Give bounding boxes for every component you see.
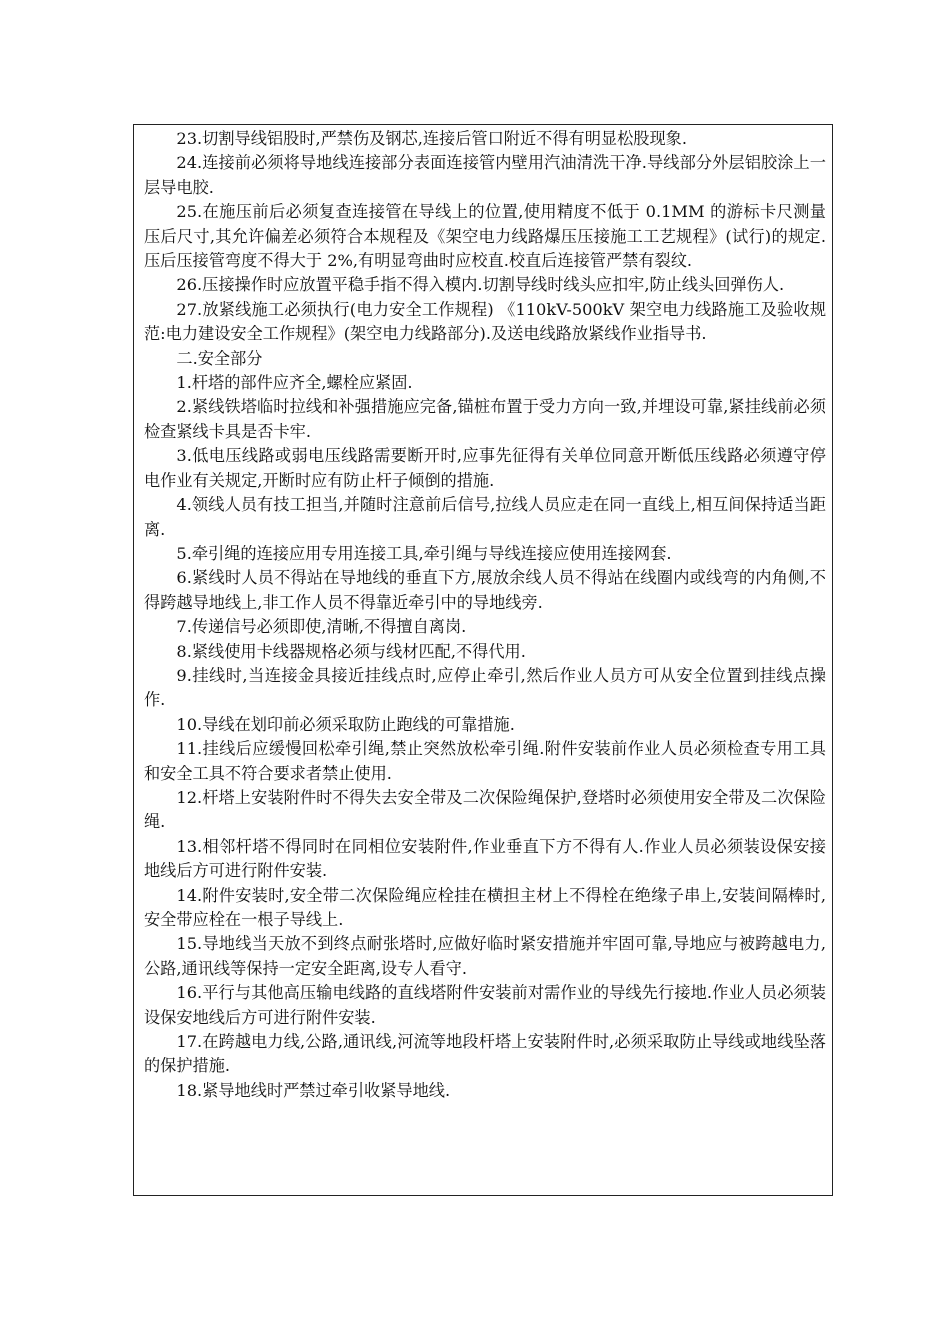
safety-item-14: 14.附件安装时,安全带二次保险绳应栓挂在横担主材上不得栓在绝缘子串上,安装间隔棒时,安全带应栓在一根子导线上. xyxy=(144,885,826,929)
safety-item-13: 13.相邻杆塔不得同时在同相位安装附件,作业垂直下方不得有人.作业人员必须装设保安接地线后方可进行附件安装. xyxy=(144,836,826,881)
paragraph-27: 27.放紧线施工必须执行(电力安全工作规程) 《110kV-500kV 架空电力线路施工及验收规范:电力建设安全工作规程》(架空电力线路部分).及送电线路放紧线作业指导书. xyxy=(144,299,826,344)
safety-item-2: 2.紧线铁塔临时拉线和补强措施应完备,锚桩布置于受力方向一致,并埋设可靠,紧挂线前必须检查紧线卡具是否卡牢. xyxy=(144,397,826,441)
safety-item-15: 15.导地线当天放不到终点耐张塔时,应做好临时紧安措施并牢固可靠,导地应与被跨越电力,公路,通讯线等保持一定安全距离,设专人看守. xyxy=(144,934,826,978)
safety-item-18: 18.紧导地线时严禁过牵引收紧导地线. xyxy=(176,1080,451,1100)
section-heading-safety: 二.安全部分 xyxy=(176,348,263,368)
paragraph-24: 24.连接前必须将导地线连接部分表面连接管内壁用汽油清洗干净.导线部分外层铝胶涂上一层导电胶. xyxy=(144,153,826,197)
paragraph-26: 26.压接操作时应放置平稳手指不得入模内.切割导线时线头应扣牢,防止线头回弹伤人. xyxy=(176,275,785,295)
safety-item-16: 16.平行与其他高压输电线路的直线塔附件安装前对需作业的导线先行接地.作业人员必须装设保安地线后方可进行附件安装. xyxy=(144,983,826,1027)
safety-item-3: 3.低电压线路或弱电压线路需要断开时,应事先征得有关单位同意开断低压线路必须遵守停电作业有关规定,开断时应有防止杆子倾倒的措施. xyxy=(144,446,826,490)
safety-item-11: 11.挂线后应缓慢回松牵引绳,禁止突然放松牵引绳.附件安装前作业人员必须检查专用工具和安全工具不符合要求者禁止使用. xyxy=(144,739,826,783)
safety-item-8: 8.紧线使用卡线器规格必须与线材匹配,不得代用. xyxy=(176,641,526,661)
paragraph-23: 23.切割导线铝股时,严禁伤及钢芯,连接后管口附近不得有明显松股现象. xyxy=(176,129,688,148)
document-body xyxy=(144,127,826,1103)
safety-item-7: 7.传递信号必须即使,清晰,不得擅自离岗. xyxy=(176,617,467,637)
safety-item-1: 1.杆塔的部件应齐全,螺栓应紧固. xyxy=(176,373,413,393)
safety-item-10: 10.导线在划印前必须采取防止跑线的可靠措施. xyxy=(176,714,515,734)
paragraph-25: 25.在施压前后必须复查连接管在导线上的位置,使用精度不低于 0.1MM 的游标卡尺测量压后尺寸,其允许偏差必须符合本规程及《架空电力线路爆压压接施工工艺规程》(试行)的规定.压后压接管弯度不得大于 2%,有明显弯曲时应校直.校直后连接管严禁有裂纹. xyxy=(144,202,826,271)
safety-item-5: 5.牵引绳的连接应用专用连接工具,牵引绳与导线连接应使用连接网套. xyxy=(176,543,672,563)
safety-item-6: 6.紧线时人员不得站在导地线的垂直下方,展放余线人员不得站在线圈内或线弯的内角侧,不得跨越导地线上,非工作人员不得靠近牵引中的导地线旁. xyxy=(144,568,826,612)
safety-item-9: 9.挂线时,当连接金具接近挂线点时,应停止牵引,然后作业人员方可从安全位置到挂线点操作. xyxy=(144,665,826,710)
safety-item-17: 17.在跨越电力线,公路,通讯线,河流等地段杆塔上安装附件时,必须采取防止导线或地线坠落的保护措施. xyxy=(144,1032,826,1076)
safety-item-12: 12.杆塔上安装附件时不得失去安全带及二次保险绳保护,登塔时必须使用安全带及二次保险绳. xyxy=(144,787,826,832)
safety-item-4: 4.领线人员有技工担当,并随时注意前后信号,拉线人员应走在同一直线上,相互间保持适当距离. xyxy=(144,495,826,539)
